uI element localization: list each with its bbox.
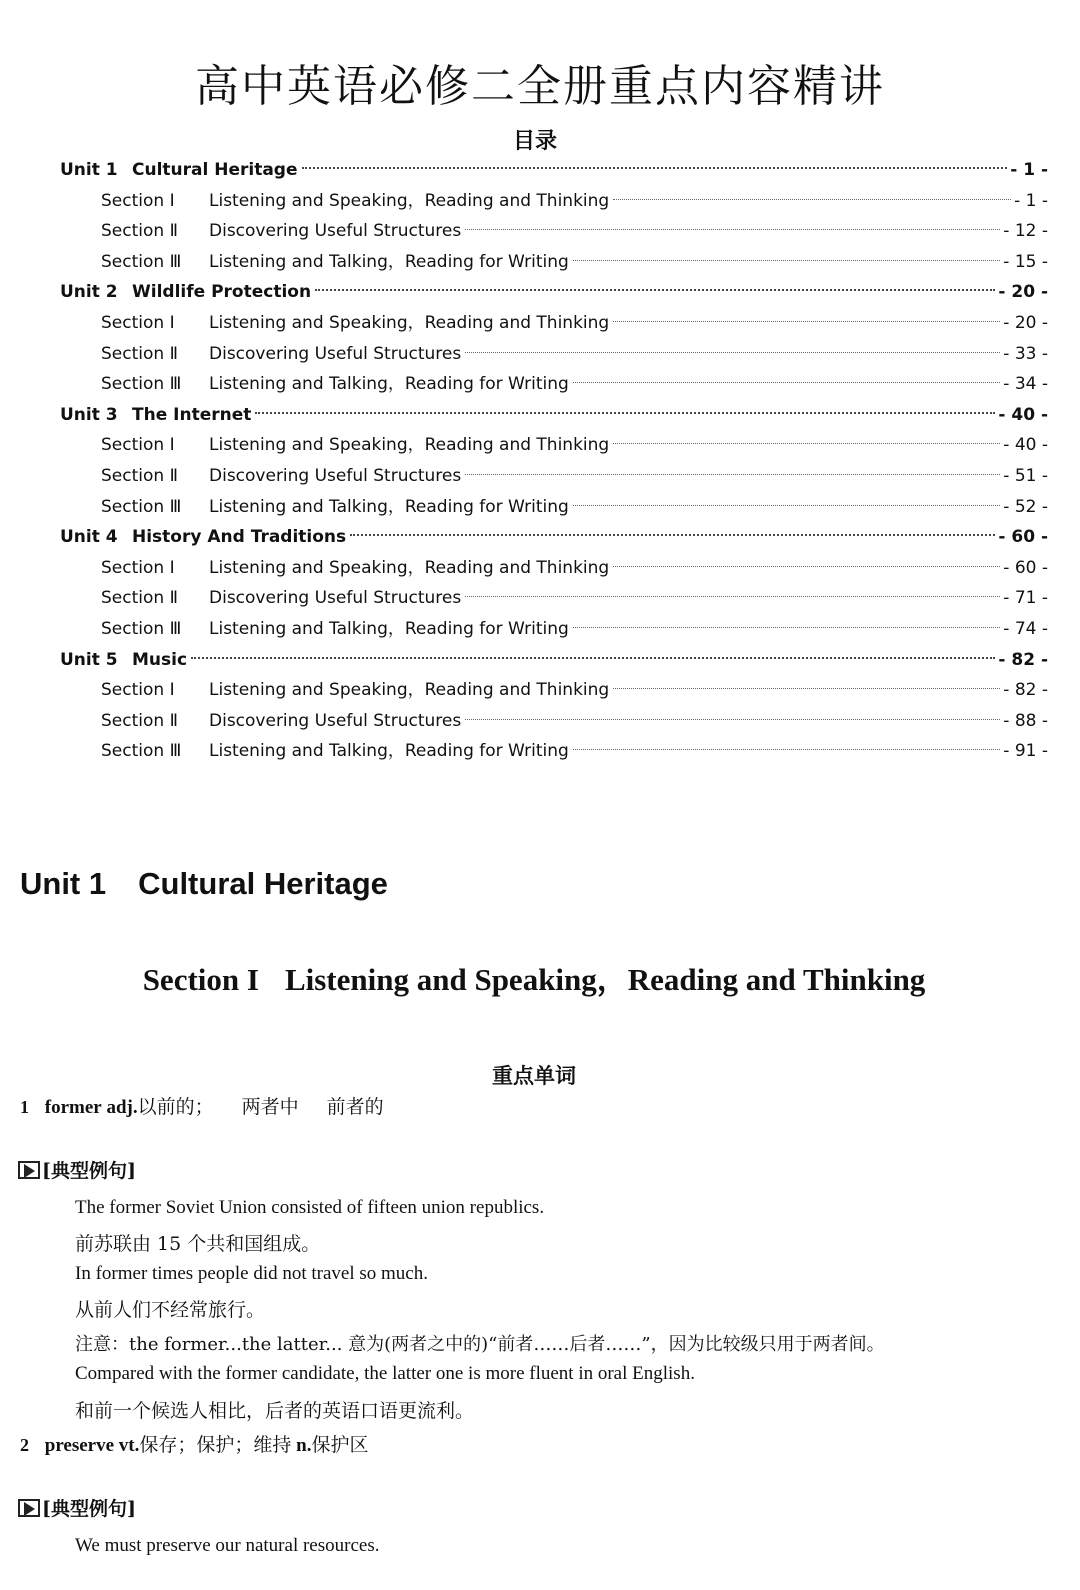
entry-definition: 保存；保护；维持 [139, 1435, 292, 1456]
example-line: In former times people did not travel so much. [75, 1263, 428, 1284]
toc-section-row[interactable] [101, 247, 1048, 277]
toc-section-row[interactable] [101, 430, 1048, 460]
toc-number: Section Ⅲ [101, 374, 182, 395]
entry-pos: n. [296, 1435, 312, 1456]
toc-page-number: - 1 - [1010, 160, 1048, 180]
toc-title: Discovering Useful Structures [209, 466, 462, 486]
toc-section-row[interactable] [101, 736, 1048, 766]
toc-page-number: - 82 - [998, 649, 1048, 670]
toc-title: Wildlife Protection [132, 282, 312, 303]
toc-number: Section Ⅲ [101, 741, 182, 762]
toc-leader-dots [573, 382, 1001, 383]
toc-title: Listening and Talking，Reading for Writing [209, 374, 569, 395]
toc-number: Section Ⅲ [101, 251, 182, 272]
toc-page-number: - 74 - [1003, 619, 1048, 639]
toc-title: Listening and Talking，Reading for Writing [209, 496, 569, 517]
section-heading [0, 954, 1068, 999]
toc-unit-row[interactable] [60, 277, 1048, 307]
toc-section-row[interactable] [101, 553, 1048, 583]
example-note: 注意：the former...the latter... 意为(两者之中的)“前者……后者……”，因为比较级只用于两者间。 [75, 1334, 885, 1355]
toc-page-number: - 51 - [1003, 466, 1048, 486]
toc-section-row[interactable] [101, 339, 1048, 369]
document-title: 高中英语必修二全册重点内容精讲 [195, 61, 885, 112]
toc-page-number: - 33 - [1003, 343, 1048, 364]
example-line: The former Soviet Union consisted of fifteen union republics. [75, 1197, 545, 1218]
toc-heading: 目录 [512, 128, 557, 154]
example-line: 从前人们不经常旅行。 [75, 1299, 266, 1321]
toc-unit-row[interactable] [60, 522, 1048, 552]
entry-definition: 保护区 [311, 1435, 369, 1456]
toc-number: Section Ⅲ [101, 619, 182, 639]
toc-leader-dots [465, 596, 1000, 597]
toc-title: History And Traditions [132, 527, 347, 548]
toc-section-row[interactable] [101, 186, 1048, 216]
toc-leader-dots [573, 749, 1001, 750]
toc-page-number: - 71 - [1003, 588, 1048, 609]
toc-page-number: - 15 - [1003, 251, 1048, 272]
toc-section-row[interactable] [101, 461, 1048, 491]
example-line: 和前一个候选人相比，后者的英语口语更流利。 [75, 1400, 475, 1422]
toc-page-number: - 60 - [998, 527, 1048, 548]
toc-leader-dots [191, 657, 995, 659]
toc-title: Listening and Speaking，Reading and Thinking [209, 190, 610, 211]
toc-title: Listening and Talking，Reading for Writing [209, 251, 569, 272]
toc-page-number: - 82 - [1003, 680, 1048, 701]
toc-leader-dots [302, 167, 1008, 169]
unit-heading-number: Unit 1 [20, 866, 107, 901]
toc-title: Listening and Speaking，Reading and Thinking [209, 557, 610, 578]
entry-word: preserve [44, 1435, 115, 1456]
toc-section-row[interactable] [101, 492, 1048, 522]
example-label [18, 1156, 136, 1183]
toc-leader-dots [465, 474, 1000, 475]
toc-number: Unit 3 [60, 404, 118, 425]
toc-title: Cultural Heritage [132, 160, 298, 180]
vocab-entry-preserve [20, 1430, 368, 1457]
example-label [18, 1494, 136, 1521]
toc-leader-dots [573, 260, 1001, 261]
toc-title: Discovering Useful Structures [209, 343, 462, 364]
toc-leader-dots [613, 443, 1000, 444]
toc-page-number: - 20 - [1003, 313, 1048, 333]
toc-title: Listening and Talking，Reading for Writing [209, 741, 569, 762]
toc-page-number: - 91 - [1003, 741, 1048, 762]
toc-number: Section Ⅱ [101, 710, 178, 731]
example-line: Compared with the former candidate, the latter one is more fluent in oral English. [75, 1363, 695, 1384]
play-icon [18, 1161, 40, 1179]
toc-number: Section Ⅰ [101, 680, 175, 701]
toc-title: Discovering Useful Structures [209, 588, 462, 609]
toc-number: Section Ⅲ [101, 496, 182, 517]
toc-leader-dots [613, 566, 1000, 567]
entry-definition: 两者中 [241, 1097, 299, 1118]
entry-definition: 前者的 [326, 1097, 384, 1118]
toc-leader-dots [350, 534, 995, 536]
toc-leader-dots [255, 412, 995, 414]
toc-title: Listening and Talking，Reading for Writing [209, 619, 569, 639]
toc-number: Section Ⅱ [101, 343, 178, 364]
toc-section-row[interactable] [101, 369, 1048, 399]
entry-word: former [44, 1097, 102, 1118]
toc-section-row[interactable] [101, 675, 1048, 705]
toc-leader-dots [613, 321, 1000, 322]
toc-number: Section Ⅰ [101, 190, 175, 211]
toc-leader-dots [573, 505, 1001, 506]
toc-section-row[interactable] [101, 614, 1048, 644]
toc-section-row[interactable] [101, 216, 1048, 246]
toc-unit-row[interactable] [60, 155, 1048, 185]
toc-leader-dots [465, 352, 1000, 353]
play-icon [18, 1499, 40, 1517]
toc-number: Unit 2 [60, 282, 118, 303]
toc-leader-dots [315, 289, 995, 291]
toc-unit-row[interactable] [60, 645, 1048, 675]
toc-number: Section Ⅰ [101, 435, 175, 456]
toc-title: Listening and Speaking，Reading and Thinking [209, 435, 610, 456]
toc-leader-dots [465, 229, 1000, 230]
toc-number: Section Ⅱ [101, 466, 178, 486]
vocab-entry-former [20, 1092, 384, 1119]
toc-page-number: - 40 - [1003, 435, 1048, 456]
entry-number: 1 [20, 1097, 29, 1117]
toc-number: Section Ⅱ [101, 588, 178, 609]
toc-title: The Internet [132, 404, 252, 425]
entry-number: 2 [20, 1435, 29, 1455]
toc-page-number: - 34 - [1003, 374, 1048, 395]
toc-page-number: - 12 - [1003, 221, 1048, 242]
unit-heading [20, 866, 388, 902]
toc-title: Discovering Useful Structures [209, 221, 462, 242]
entry-pos: vt. [118, 1435, 140, 1456]
toc-number: Unit 5 [60, 649, 118, 670]
toc-title: Listening and Speaking，Reading and Thinking [209, 680, 610, 701]
toc-page-number: - 88 - [1003, 710, 1048, 731]
toc-page-number: - 20 - [998, 282, 1048, 303]
section-heading-number: Section I [142, 962, 259, 997]
toc-section-row[interactable] [101, 706, 1048, 736]
toc-number: Unit 1 [60, 160, 118, 180]
toc-number: Section Ⅱ [101, 221, 178, 242]
toc-section-row[interactable] [101, 583, 1048, 613]
example-label-text: [典型例句] [42, 1498, 136, 1520]
example-label-text: [典型例句] [42, 1160, 136, 1182]
example-line: 前苏联由 15 个共和国组成。 [75, 1233, 321, 1255]
toc-title: Music [132, 649, 188, 670]
toc-page-number: - 1 - [1014, 190, 1048, 211]
toc-page-number: - 52 - [1003, 496, 1048, 517]
toc-leader-dots [465, 719, 1000, 720]
example-line: We must preserve our natural resources. [75, 1535, 380, 1556]
toc-number: Section Ⅰ [101, 557, 175, 578]
entry-definition: 以前的； [137, 1097, 214, 1118]
toc-number: Section Ⅰ [101, 313, 175, 333]
toc-section-row[interactable] [101, 308, 1048, 338]
toc-title: Listening and Speaking，Reading and Thinking [209, 313, 610, 333]
unit-heading-title: Cultural Heritage [138, 866, 388, 901]
toc-leader-dots [613, 199, 1011, 200]
section-heading-title: Listening and Speaking，Reading and Thinking [284, 962, 926, 997]
vocab-heading: 重点单词 [492, 1063, 576, 1088]
toc-leader-dots [573, 627, 1001, 628]
toc-page-number: - 40 - [998, 404, 1048, 425]
entry-pos: adj. [106, 1097, 138, 1118]
toc-leader-dots [613, 688, 1000, 689]
toc-page-number: - 60 - [1003, 557, 1048, 578]
toc-title: Discovering Useful Structures [209, 710, 462, 731]
toc-unit-row[interactable] [60, 400, 1048, 430]
toc-number: Unit 4 [60, 527, 118, 548]
